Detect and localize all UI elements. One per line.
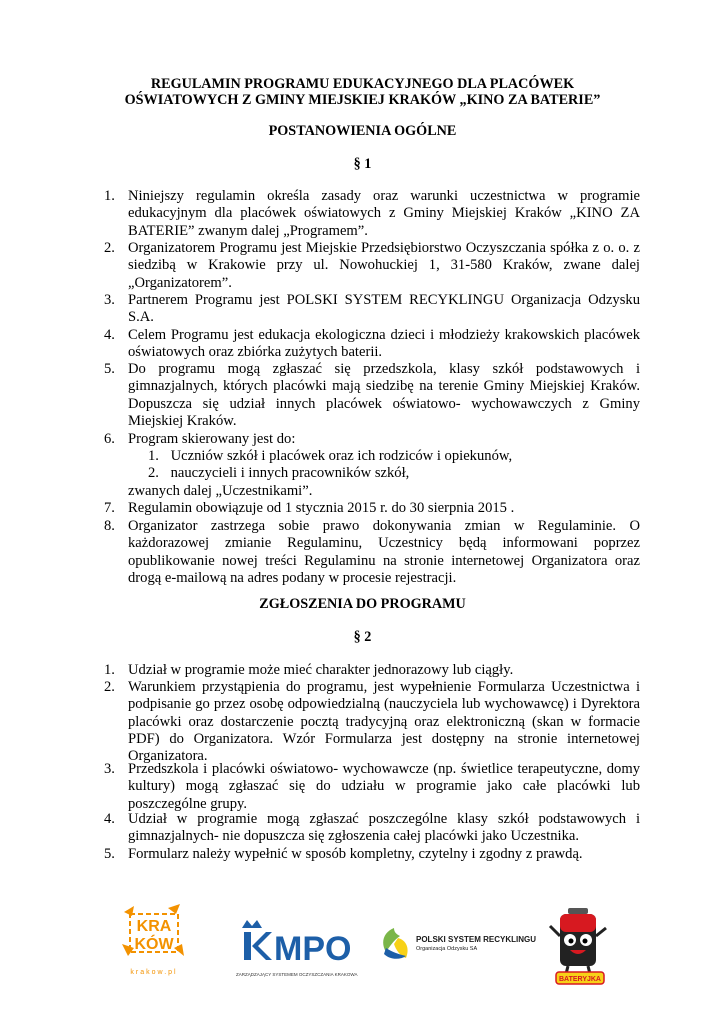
item-number: 1. xyxy=(104,188,115,204)
list-item xyxy=(104,679,640,765)
item-text: Formularz należy wypełnić w sposób kompletny, czytelny i zgodny z prawdą. xyxy=(128,846,583,862)
item-text: Regulamin obowiązuje od 1 stycznia 2015 r. do 30 sierpnia 2015 . xyxy=(128,500,515,516)
list-item xyxy=(104,188,640,240)
krakow-logo xyxy=(120,904,188,974)
item-text: Udział w programie może mieć charakter jednorazowy lub ciągły. xyxy=(128,662,514,678)
item-text: Celem Programu jest edukacja ekologiczna dzieci i młodzieży krakowskich placówek oświatowych oraz zbiórka zużytych baterii. xyxy=(128,327,640,361)
sponsor-logos xyxy=(0,900,725,1020)
item-number: 4. xyxy=(104,811,115,827)
battery-mascot-icon xyxy=(548,906,608,986)
sub-item-text: Uczniów szkół i placówek oraz ich rodziców i opiekunów, xyxy=(170,448,513,464)
list-item xyxy=(104,361,640,430)
sub-list-note: zwanych dalej „Uczestnikami”. xyxy=(128,483,313,499)
item-number: 1. xyxy=(104,662,115,678)
psr-name: POLSKI SYSTEM RECYKLINGU xyxy=(416,935,537,944)
list-item xyxy=(104,500,640,517)
psr-logo xyxy=(378,926,537,966)
section1-heading: POSTANOWIENIA OGÓLNE xyxy=(268,123,457,139)
list-item xyxy=(104,327,640,362)
item-text: Organizatorem Programu jest Miejskie Przedsiębiorstwo Oczyszczania spółka z o. o. z siedzibą w Krakowie przy ul. Nowohuckiej 1, 31-580 Kraków, zwane dalej „Organizatorem”. xyxy=(128,240,640,291)
section2-paragraph-mark: § 2 xyxy=(353,629,372,645)
item-text: Warunkiem przystąpienia do programu, jest wypełnienie Formularza Uczestnictwa i podpisanie go przez osobę odpowiedzialną (nauczyciela lub wychowawcę) i Dyrektora placówki oraz dostarczenie pocztą tradycyjną oraz elektroniczną (skan w formacie PDF) do Organizatora. Wzór Formularza jest dostępny na stronie internetowej Organizatora. xyxy=(128,679,640,765)
section1-paragraph-mark: § 1 xyxy=(353,156,372,172)
bateryjka-name: BATERYJKA xyxy=(558,976,602,983)
krakow-line-2: KÓW xyxy=(134,936,174,953)
item-text: Program skierowany jest do: xyxy=(128,431,296,447)
item-text: Niniejszy regulamin określa zasady oraz warunki uczestnictwa w programie edukacyjnym dla placówek oświatowych z Gminy Miejskiej Kraków „KINO ZA BATERIE” zwanym dalej „Programem”. xyxy=(128,188,640,239)
item-text: Do programu mogą zgłaszać się przedszkola, klasy szkół podstawowych i gimnazjalnych, których placówki mają siedzibę na terenie Gminy Miejskiej Kraków. Dopuszcza się udział innych placówek oświatowo- wychowawczych z Gminy Miejskiej Kraków. xyxy=(128,361,640,429)
list-item xyxy=(104,518,640,587)
krakow-line-1: KRA xyxy=(136,918,172,935)
item-number: 5. xyxy=(104,846,115,862)
psr-tagline: Organizacja Odzysku SA xyxy=(416,946,478,952)
list-item xyxy=(104,292,640,327)
list-item xyxy=(104,846,640,863)
item-number: 4. xyxy=(104,327,115,343)
item-text: Przedszkola i placówki oświatowo- wychowawcze (np. świetlice terapeutyczne, domy kultury) mogą zgłaszać się do udziału w programie jako całe placówki lub poszczególne grupy. xyxy=(128,761,640,812)
list-item xyxy=(104,431,640,448)
recycling-leaf-icon xyxy=(378,926,412,962)
sub-list-item xyxy=(148,465,409,482)
title-line-2: OŚWIATOWYCH Z GMINY MIEJSKIEJ KRAKÓW „KINO ZA BATERIE” xyxy=(124,92,601,108)
bateryjka-mascot xyxy=(548,906,608,986)
item-number: 6. xyxy=(104,431,115,447)
item-number: 7. xyxy=(104,500,115,516)
list-item xyxy=(104,761,640,813)
mpo-name: MPO xyxy=(274,930,352,964)
sub-list-item xyxy=(148,448,512,465)
mpo-mark-icon xyxy=(236,918,352,964)
list-item xyxy=(104,240,640,292)
list-item xyxy=(104,662,640,679)
item-number: 2. xyxy=(104,240,115,256)
item-text: Partnerem Programu jest POLSKI SYSTEM RECYKLINGU Organizacja Odzysku S.A. xyxy=(128,292,640,326)
title-line-1: REGULAMIN PROGRAMU EDUKACYJNEGO DLA PLACÓWEK xyxy=(150,76,575,92)
mpo-logo xyxy=(236,918,358,978)
item-number: 8. xyxy=(104,518,115,534)
section2-heading: ZGŁOSZENIA DO PROGRAMU xyxy=(259,596,466,612)
sub-item-number: 2. xyxy=(148,465,159,481)
mpo-tagline: ZARZĄDZAJĄCY SYSTEMEM OCZYSZCZANIA KRAKOWA xyxy=(236,972,358,977)
krakow-url: krakow.pl xyxy=(130,969,178,976)
item-number: 3. xyxy=(104,292,115,308)
sub-item-number: 1. xyxy=(148,448,159,464)
item-number: 3. xyxy=(104,761,115,777)
item-text: Organizator zastrzega sobie prawo dokonywania zmian w Regulaminie. O każdorazowej zmianie Regulaminu, Uczestnicy będą informowani poprzez opublikowanie nowej treści Regulaminu na stronie internetowej Organizatora oraz drogą e-mailową na adres podany w procesie rejestracji. xyxy=(128,518,640,586)
list-item xyxy=(104,811,640,846)
document-title xyxy=(0,76,725,108)
sub-item-text: nauczycieli i innych pracowników szkół, xyxy=(170,465,410,481)
item-number: 5. xyxy=(104,361,115,377)
krakow-emblem-icon xyxy=(120,904,188,960)
item-number: 2. xyxy=(104,679,115,695)
item-text: Udział w programie mogą zgłaszać poszczególne klasy szkół podstawowych i gimnazjalnych- nie dopuszcza się zgłoszenia całej placówki jako Uczestnika. xyxy=(128,811,640,845)
